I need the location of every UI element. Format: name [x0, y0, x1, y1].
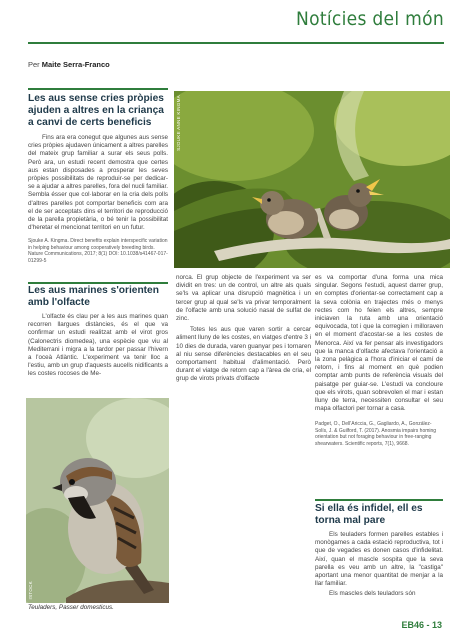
article2-title: Les aus marines s'orienten amb l'olfacte — [28, 285, 159, 308]
sparrow-illustration — [26, 398, 169, 603]
article3-body-p2: Els mascles dels teuladors són — [329, 590, 416, 598]
article2-body-col2-p1: norca. El grup objecte de l'experiment va ser dividit en tres: un de control, un altre als quals se'ls va aplicar una disrupció magnètica i un tercer grup al qual se'ls va privar temporalment de l'olfacte amb una solució nasal de sulfat de zinc. — [176, 274, 311, 323]
byline — [28, 60, 110, 69]
article3 — [315, 503, 443, 599]
article2-rule — [28, 282, 168, 284]
article2-col2 — [176, 274, 311, 384]
article2-body-col3: es va comportar d'una forma una mica singular. Segons l'estudi, aquest darrer grup, en comptes d'orientar-se correctament cap a la seva colònia en trajectes més o menys rectes com ho feien els altres, sempre iniciaven la ruta amb una orientació equivocada, tot i que la corregien i milloraven en el moment d'acostar-se a les costes de Menorca. Així va fer pensar als investigadors que la manca d'olfacte afectava l'orientació a la zona pelàgica a l'hora d'iniciar el camí de retorn, i fins al moment en què podien comptar amb punts de referència visuals del paisatge per guiar-se. L'estudi va concloure que els virots, quan sobrevolen el mar i estan lluny de terra, necessiten consultar el seu mapa olfactori per tornar a casa. — [315, 274, 443, 413]
article1-title: Les aus sense cries pròpies ajuden a altres en la criança a canvi de certs beneficis — [28, 93, 164, 128]
article3-rule — [315, 499, 443, 501]
article3-title: Si ella és infidel, ell es torna mal pare — [315, 503, 423, 526]
article2-body-col1: L'olfacte és clau per a les aus marines quan recorren llargues distàncies, és el que va confirmar un estudi realitzat amb el virot gros (Calonectris diomedea), una espècie que viu al Mediterrani i migra a la tardor per passar l'hivern a l'oceà Atlàntic. L'experiment va tenir lloc a l'estiu, amb un grup d'aquests aucells nidificants a les costes rocoses de Me- — [28, 313, 168, 378]
article1-reference: Sjouke A. Kingma. Direct benefits explain interspecific variation in helping behaviour among cooperatively breeding birds. Nature Communications, 2017; 8(1) DOI: 10.1038/s41467-017-01299-5 — [28, 238, 168, 264]
nestlings-illustration — [174, 91, 450, 268]
article1-rule — [28, 88, 168, 90]
section-title: Notícies del món — [296, 8, 444, 30]
byline-author: Maite Serra-Franco — [41, 60, 110, 69]
article2-col1 — [28, 285, 168, 379]
article1-body: Fins ara era conegut que algunes aus sense cries pròpies ajudaven únicament a altres parelles del mateix grup familiar a surar els seus polls. Però ara, un estudi recent demostra que certes aus estan disposades a prosperar les seves pròpies possibilitats de reproduir-se per dedicar-se a ajudar a altres parelles, fora del nucli familiar. Sembla ésser que col·laborar en la cria dels polls d'altres parelles pot comportar beneficis com ara el de ser acceptats dins el territori de reproducció de la parella propietària, o bé tenir la possibilitat d'heretar el mencionat territori en un futur. — [28, 134, 169, 232]
page-number: EB46 - 13 — [401, 620, 442, 630]
photo2-credit: ISTOCK — [28, 580, 33, 599]
article2-col3 — [315, 274, 443, 447]
photo2-caption: Teuladers, Passer domesticus. — [28, 604, 114, 611]
photo1-credit: SJOUKE ANNE KINGMA — [176, 95, 181, 151]
article2-body-col2-p2: Totes les aus que varen sortir a cercar aliment lluny de les costes, en viatges d'entre 3 i 10 dies de durada, varen guanyar pes i tornaren al niu sense diferències destacables en el seu comportament habitual d'alimentació. Però durant el viatge de retorn cap a l'àrea de cria, el grup de virots privats d'olfacte — [176, 326, 311, 383]
photo-nestlings — [174, 91, 450, 268]
photo-sparrow — [26, 398, 169, 603]
header-rule — [28, 42, 444, 44]
article3-body-p1: Els teuladers formen parelles estables i monògames a cada estació reproductiva, tot i que de vegades es donen casos d'infidelitat. Així, quan el mascle sospita que la seva parella es veu amb un altre, la "castiga" aportant una menor quantitat de menjar a la llar familiar. — [315, 531, 443, 588]
article2-reference: Padget, O., Dell'Ariccia, G., Gagliardo, A., González-Solís, J. & Guilford, T. (2017). Anosmia impairs homing orientation but not foraging behaviour in free-ranging shearwaters. Scientific reports, 7(1), 9668. — [315, 421, 437, 447]
byline-prefix: Per — [28, 60, 42, 69]
article1 — [28, 93, 168, 264]
